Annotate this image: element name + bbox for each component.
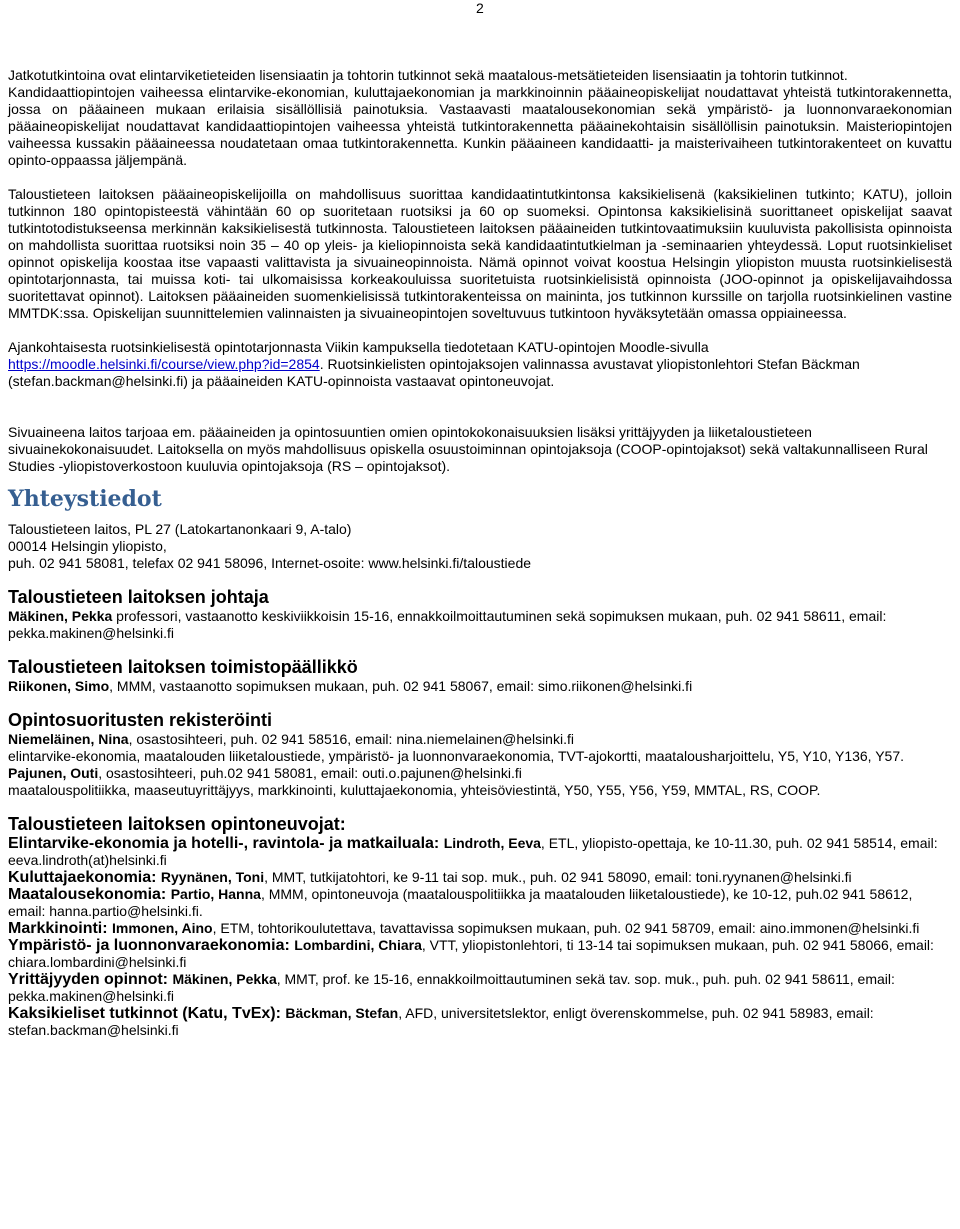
intro-paragraph-3 bbox=[8, 339, 952, 390]
advisor-name: Bäckman, Stefan bbox=[285, 1005, 399, 1021]
intro-paragraph-1 bbox=[8, 67, 952, 169]
registration-desc-2: maatalouspolitiikka, maaseutuyrittäjyys, markkinointi, kuluttajaekonomia, yhteisöviestintä, Y50, Y55, Y56, Y59, MMTAL, RS, COOP. bbox=[8, 782, 821, 798]
advisor-subject: Markkinointi: bbox=[8, 920, 113, 937]
advisors-title: Taloustieteen laitoksen opintoneuvojat: bbox=[8, 814, 346, 834]
registration-contact-1 bbox=[8, 731, 952, 748]
office-title: Taloustieteen laitoksen toimistopäällikkö bbox=[8, 657, 358, 677]
minor-subject-text: Sivuaineena laitos tarjoaa em. pääaineiden ja opintosuuntien omien opintokokonaisuuksien lisäksi yrittäjyyden ja liiketaloustieteen sivuainekokonaisuudet. Laitoksella on myös mahdollisuus opiskella osuustoiminnan opintojaksoja (COOP-opintojaksot) sekä valtakunnalliseen Rural Studies -yliopistoverkostoon kuuluvia opintojaksoja (RS – opintojaksot). bbox=[8, 424, 928, 474]
advisor-entry bbox=[8, 835, 952, 869]
intro-paragraph-4 bbox=[8, 424, 952, 475]
swedish-courses-lead: Ajankohtaisesta ruotsinkielisestä opintotarjonnasta Viikin kampuksella tiedotetaan KATU-opintojen Moodle-sivulla bbox=[8, 339, 709, 355]
address-block bbox=[8, 521, 952, 572]
intro-paragraph-2 bbox=[8, 186, 952, 322]
advisor-subject: Yrittäjyyden opinnot: bbox=[8, 971, 173, 988]
address-line-1: Taloustieteen laitos, PL 27 (Latokartanonkaari 9, A-talo) bbox=[8, 521, 352, 537]
registration-contact-2 bbox=[8, 765, 952, 782]
registration-name-2: Pajunen, Outi bbox=[8, 765, 99, 781]
advisor-entry bbox=[8, 971, 952, 1005]
advisor-subject: Maatalousekonomia: bbox=[8, 886, 171, 903]
advisor-subject: Elintarvike-ekonomia ja hotelli-, ravintola- ja matkailuala: bbox=[8, 835, 444, 852]
head-section bbox=[8, 586, 952, 642]
office-section bbox=[8, 656, 952, 695]
registration-details-2: , osastosihteeri, puh.02 941 58081, email: outi.o.pajunen@helsinki.fi bbox=[98, 765, 522, 781]
advisor-entry bbox=[8, 937, 952, 971]
advisor-details: , ETL, yliopisto-opettaja, ke 10-11.30, puh. 02 941 58514, email: eeva.lindroth(at)helsinki.fi bbox=[8, 835, 938, 868]
address-line-2: 00014 Helsingin yliopisto, bbox=[8, 538, 167, 554]
head-title: Taloustieteen laitoksen johtaja bbox=[8, 587, 269, 607]
advisor-subject: Kuluttajaekonomia: bbox=[8, 869, 161, 886]
swedish-courses-text bbox=[8, 339, 952, 390]
advisor-subject: Ympäristö- ja luonnonvaraekonomia: bbox=[8, 937, 295, 954]
contacts-title: Yhteystiedot bbox=[8, 486, 162, 512]
registration-name-1: Niemeläinen, Nina bbox=[8, 731, 129, 747]
bachelor-studies-text: Kandidaattiopintojen vaiheessa elintarvike-ekonomian, kuluttajaekonomian ja markkinoinnin pääaineopiskelijat noudattavat yhteistä tutkintorakennetta, jossa on pääaineen mukaan erilaisia sisällöllisiä painotuksia. Vastaavasti maatalousekonomian sekä ympäristö- ja luonnonvaraekonomian pääaineopiskelijat noudattavat kandidaattiopintojen vaiheessa yhteistä tutkintorakennetta pääainekohtaisin sisällöllisin painotuksin. Maisteriopintojen vaiheessa kussakin pääaineessa noudatetaan omaa tutkintorakennetta. Kunkin pääaineen kandidaatti- ja maisterivaiheen tutkintorakenteet on kuvattu opinto-oppaassa jäljempänä. bbox=[8, 84, 952, 168]
contacts-section bbox=[8, 485, 952, 513]
advisor-entry bbox=[8, 1005, 952, 1039]
advisor-entry bbox=[8, 920, 952, 937]
advisor-entry bbox=[8, 886, 952, 920]
advisor-name: Mäkinen, Pekka bbox=[172, 971, 277, 987]
advisor-name: Lindroth, Eeva bbox=[443, 835, 541, 851]
advisor-details: , AFD, universitetslektor, enligt överenskommelse, puh. 02 941 58983, email: stefan.backman@helsinki.fi bbox=[8, 1005, 874, 1038]
office-contact bbox=[8, 678, 952, 695]
registration-section bbox=[8, 709, 952, 799]
advisor-name: Lombardini, Chiara bbox=[294, 937, 422, 953]
address-line-3: puh. 02 941 58081, telefax 02 941 58096, Internet-osoite: www.helsinki.fi/taloustiede bbox=[8, 555, 532, 571]
registration-title: Opintosuoritusten rekisteröinti bbox=[8, 710, 273, 730]
advisor-entry bbox=[8, 869, 952, 886]
advisor-name: Ryynänen, Toni bbox=[160, 869, 265, 885]
office-details: , MMM, vastaanotto sopimuksen mukaan, puh. 02 941 58067, email: simo.riikonen@helsinki.fi bbox=[109, 678, 693, 694]
head-contact bbox=[8, 608, 952, 642]
advisor-details: , MMT, prof. ke 15-16, ennakkoilmoittautuminen sekä tav. sop. muk., puh. puh. 02 941 58611, email: pekka.makinen@helsinki.fi bbox=[8, 971, 895, 1004]
advisor-details: , ETM, tohtorikoulutettava, tavattavissa sopimuksen mukaan, puh. 02 941 58709, email: aino.immonen@helsinki.fi bbox=[212, 920, 920, 936]
head-name: Mäkinen, Pekka bbox=[8, 608, 113, 624]
advisors-section bbox=[8, 813, 952, 1039]
bilingual-degree-text: Taloustieteen laitoksen pääaineopiskelijoilla on mahdollisuus suorittaa kandidaatintutkintonsa kaksikielisenä (kaksikielinen tutkinto; KATU), jolloin tutkinnon 180 opintopisteestä vähintään 60 op suoritetaan ruotsiksi ja 60 op suomeksi. Opintonsa kaksikielisinä suorittaneet opiskelijat saavat tutkintotodistukseensa merkinnän kaksikielisestä tutkinnosta. Taloustieteen laitoksen pääaineiden tutkintovaatimuksiin kuuluvista pakollisista opinnoista on mahdollista suorittaa ruotsiksi noin 35 – 40 op yleis- ja kieliopinnoista sekä kandidaatintutkielman ja -seminaarien yhteydessä. Loput ruotsinkieliset opinnot opiskelija koostaa itse vapaasti valittavista ja sivuaineopinnoista. Nämä opinnot voivat koostua Helsingin yliopiston muusta ruotsinkielisestä opintotarjonnasta, tai muissa koti- tai ulkomaisissa korkeakouluissa suoritetuista ruotsinkielisistä opinnoista (JOO-opinnot ja opiskelijavaihdossa suoritettavat opinnot). Laitoksen pääaineiden suomenkielisissä tutkintorakenteissa on maininta, jos tutkinnon kurssille on tarjolla ruotsinkielinen vastine MMTDK:ssa. Opiskelijan suunnittelemien valinnaisten ja sivuaineopintojen soveltuvuus tutkintoon hyväksytetään omassa oppiaineessa. bbox=[8, 186, 952, 321]
advisor-subject: Kaksikieliset tutkinnot (Katu, TvEx): bbox=[8, 1005, 286, 1022]
postgraduate-text: Jatkotutkintoina ovat elintarviketieteiden lisensiaatin ja tohtorin tutkinnot sekä maatalous-metsätieteiden lisensiaatin ja tohtorin tutkinnot. bbox=[8, 67, 848, 83]
swedish-courses-tail: . Ruotsinkielisten opintojaksojen valinnassa avustavat yliopistonlehtori Stefan Bäckman (stefan.backman@helsinki.fi) ja pääaineiden KATU-opinnoista vastaavat opintoneuvojat. bbox=[8, 356, 860, 389]
advisor-name: Immonen, Aino bbox=[112, 920, 213, 936]
registration-details-1: , osastosihteeri, puh. 02 941 58516, email: nina.niemelainen@helsinki.fi bbox=[128, 731, 574, 747]
moodle-link[interactable]: https://moodle.helsinki.fi/course/view.php?id=2854 bbox=[8, 356, 320, 372]
advisor-details: , MMT, tutkijatohtori, ke 9-11 tai sop. muk., puh. 02 941 58090, email: toni.ryynanen@helsinki.fi bbox=[264, 869, 852, 885]
advisor-name: Partio, Hanna bbox=[170, 886, 261, 902]
advisor-details: , MMM, opintoneuvoja (maatalouspolitiikka ja maatalouden liiketaloustiede), ke 10-12, puh.02 941 58612, email: hanna.partio@helsinki.fi. bbox=[8, 886, 913, 919]
registration-desc-1: elintarvike-ekonomia, maatalouden liiketaloustiede, ympäristö- ja luonnonvaraekonomia, TVT-ajokortti, maatalousharjoittelu, Y5, Y10, Y136, Y57. bbox=[8, 748, 904, 764]
page-number: 2 bbox=[476, 0, 484, 16]
advisor-details: , VTT, yliopistonlehtori, ti 13-14 tai sopimuksen mukaan, puh. 02 941 58066, email: chiara.lombardini@helsinki.fi bbox=[8, 937, 934, 970]
office-name: Riikonen, Simo bbox=[8, 678, 110, 694]
head-details: professori, vastaanotto keskiviikkoisin 15-16, ennakkoilmoittautuminen sekä sopimuksen mukaan, puh. 02 941 58611, email: pekka.makinen@helsinki.fi bbox=[8, 608, 887, 641]
